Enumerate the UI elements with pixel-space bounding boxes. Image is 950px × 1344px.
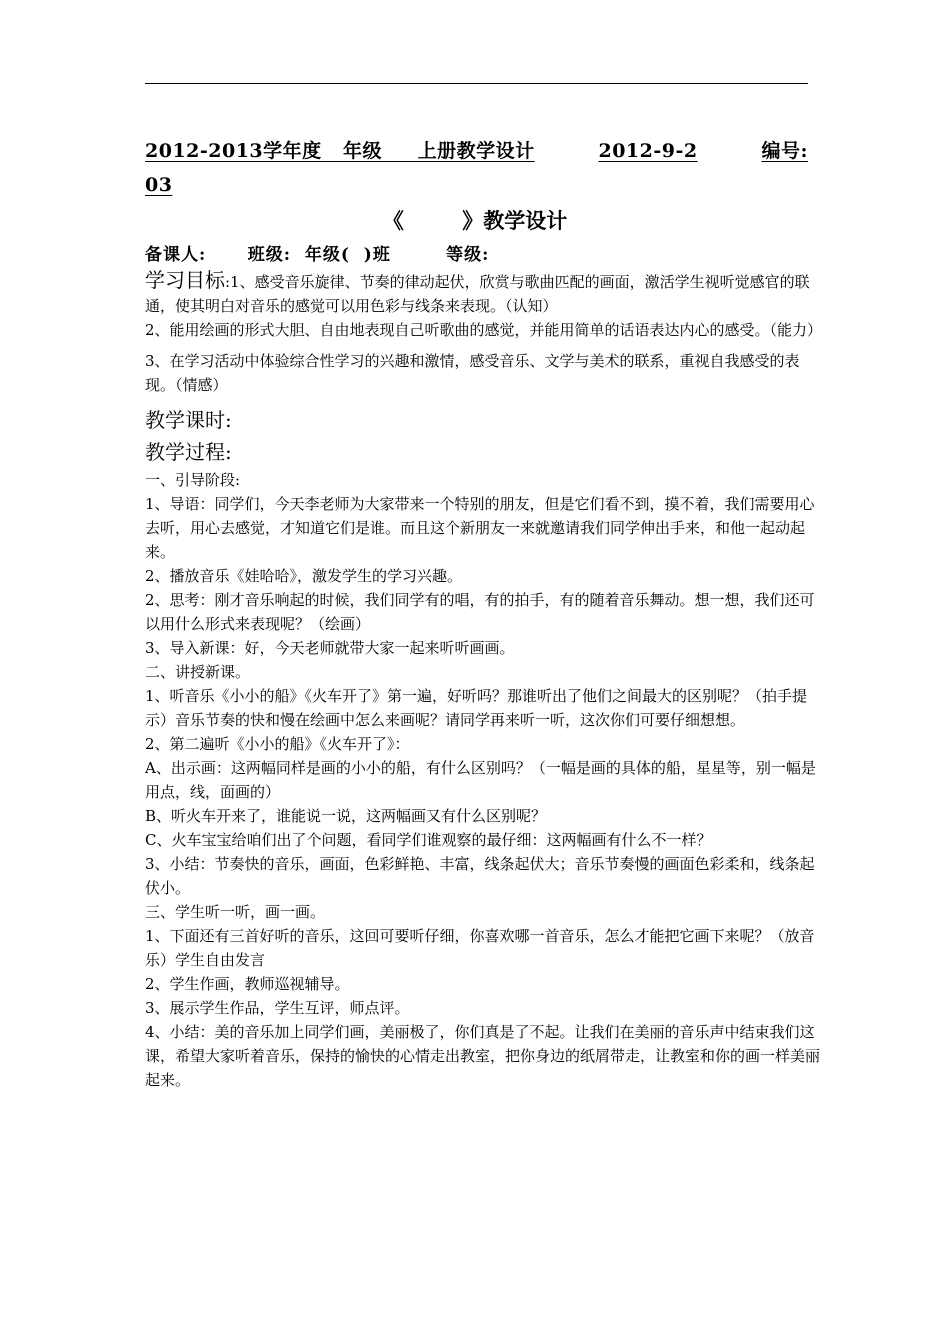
process-step: 4、小结：美的音乐加上同学们画，美丽极了，你们真是了不起。让我们在美丽的音乐声中结束我们这课，希望大家听着音乐，保持的愉快的心情走出教室，把你身边的纸屑带走，让教室和你的画一样美丽起来。 <box>145 1023 821 1089</box>
process-step: 2、播放音乐《娃哈哈》，激发学生的学习兴趣。 <box>145 567 463 585</box>
process-step: 三、学生听一听，画一画。 <box>145 903 326 921</box>
process-step: 一、引导阶段: <box>145 471 241 489</box>
goal-item-1: :1、感受音乐旋律、节奏的律动起伏，欣赏与歌曲匹配的画面，激活学生视听觉感官的联通，使其明白对音乐的感觉可以用色彩与线条来表现。（认知） <box>145 273 810 315</box>
process-step: B、听火车开来了，谁能说一说，这两幅画又有什么区别呢？ <box>145 807 547 825</box>
top-rule <box>145 83 808 84</box>
process-step: 2、学生作画，教师巡视辅导。 <box>145 975 350 993</box>
header-course-info: 2012-2013学年度 年级 上册教学设计 <box>145 140 535 162</box>
lesson-title: 《 》教学设计 <box>382 208 568 233</box>
header-date: 2012-9-2 <box>598 140 698 162</box>
lesson-body <box>145 268 823 1092</box>
class-hours-heading: 教学课时: <box>145 408 232 432</box>
process-step: 3、展示学生作品，学生互评，师点评。 <box>145 999 410 1017</box>
header-line-1 <box>145 134 808 168</box>
process-heading: 教学过程: <box>145 440 232 464</box>
goal-item-3: 3、在学习活动中体验综合性学习的兴趣和激情，感受音乐、文学与美术的联系，重视自我感受的表现。（情感） <box>145 352 800 394</box>
process-step: 1、导语：同学们，今天李老师为大家带来一个特别的朋友，但是它们看不到，摸不着，我们需要用心去听，用心去感觉，才知道它们是谁。而且这个新朋友一来就邀请我们同学伸出手来，和他一起动起来。 <box>145 495 815 561</box>
document-header <box>145 134 808 202</box>
process-step: 2、思考：刚才音乐响起的时候，我们同学有的唱，有的拍手，有的随着音乐舞动。想一想，我们还可以用什么形式来表现呢？（绘画） <box>145 591 815 633</box>
header-number-value: 03 <box>145 174 173 196</box>
process-step: 1、听音乐《小小的船》《火车开了》第一遍，好听吗？那谁听出了他们之间最大的区别呢？（拍手提示）音乐节奏的快和慢在绘画中怎么来画呢？请同学再来听一听，这次你们可要仔细想想。 <box>145 687 808 729</box>
process-step: 3、导入新课：好，今天老师就带大家一起来听听画画。 <box>145 639 515 657</box>
goals-label: 学习目标 <box>145 268 225 292</box>
process-step: 1、下面还有三首好听的音乐，这回可要听仔细，你喜欢哪一首音乐，怎么才能把它画下来呢？（放音乐）学生自由发言 <box>145 927 815 969</box>
header-line-2 <box>145 168 808 202</box>
process-step: 3、小结：节奏快的音乐，画面，色彩鲜艳、丰富，线条起伏大；音乐节奏慢的画面色彩柔和，线条起伏小。 <box>145 855 815 897</box>
header-number-label: 编号: <box>761 140 808 162</box>
preparer-line: 备课人: 班级: 年级( )班 等级: <box>145 245 490 265</box>
goal-paragraph-1 <box>145 268 820 318</box>
process-step: C、火车宝宝给咱们出了个问题，看同学们谁观察的最仔细：这两幅画有什么不一样？ <box>145 831 712 849</box>
process-step: 二、讲授新课。 <box>145 663 251 681</box>
goal-item-2: 2、能用绘画的形式大胆、自由地表现自己听歌曲的感觉，并能用简单的话语表达内心的感受。（能力） <box>145 321 823 339</box>
process-step: A、出示画：这两幅同样是画的小小的船，有什么区别吗？（一幅是画的具体的船，星星等，别一幅是用点，线，面画的） <box>145 759 816 801</box>
process-step: 2、第二遍听《小小的船》《火车开了》： <box>145 735 410 753</box>
